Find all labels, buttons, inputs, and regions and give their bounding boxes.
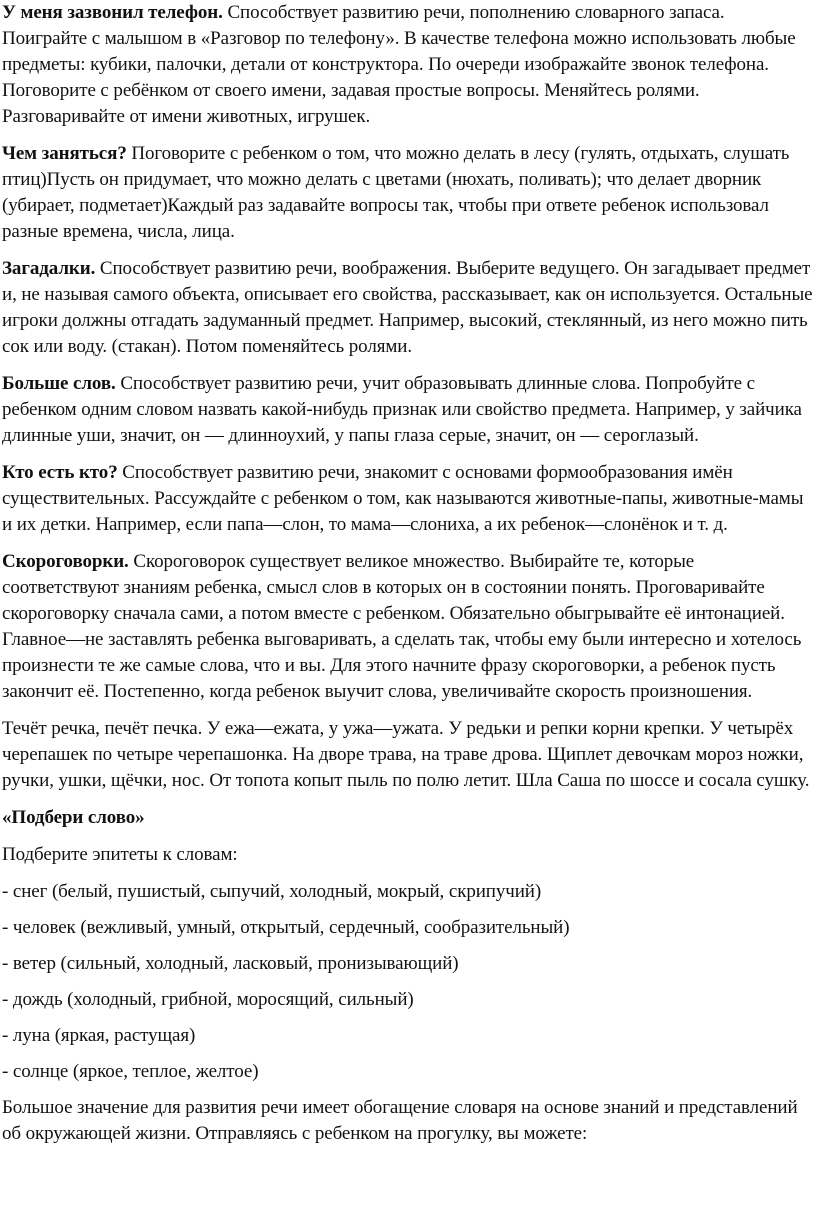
paragraph-what-to-do [2, 141, 814, 245]
list-item: - луна (яркая, растущая) [2, 1025, 196, 1046]
list-item: - солнце (яркое, теплое, желтое) [2, 1061, 259, 1082]
paragraph-phone-game [2, 0, 814, 130]
paragraph-lead: Скороговорки. [2, 551, 129, 572]
paragraph-text: Способствует развитию речи, пополнению словарного запаса. Поиграйте с малышом в «Разговор по телефону». В качестве телефона можно использовать любые предметы: кубики, палочки, детали от конструктора. По очереди изображайте звонок телефона. Поговорите с ребёнком от своего имени, задавая простые вопросы. Меняйтесь ролями. Разговаривайте от имени животных, игрушек. [2, 2, 796, 127]
list-item: - снег (белый, пушистый, сыпучий, холодный, мокрый, скрипучий) [2, 881, 542, 902]
paragraph-more-words [2, 371, 814, 449]
paragraph-closing: Большое значение для развития речи имеет обогащение словаря на основе знаний и представлений об окружающей жизни. Отправляясь с ребенком на прогулку, вы можете: [2, 1097, 798, 1144]
paragraph-lead: Кто есть кто? [2, 462, 118, 483]
paragraph-riddles [2, 256, 814, 360]
paragraph-text: Способствует развитию речи, воображения. Выберите ведущего. Он загадывает предмет и, не называя самого объекта, описывает его свойства, рассказывает, как он используется. Остальные игроки должны отгадать задуманный предмет. Например, высокий, стеклянный, из него можно пить сок или воду. (стакан). Потом поменяйтесь ролями. [2, 258, 813, 357]
paragraph-lead: Загадалки. [2, 258, 96, 279]
paragraph-lead: Больше слов. [2, 373, 116, 394]
paragraph-text: Поговорите с ребенком о том, что можно делать в лесу (гулять, отдыхать, слушать птиц)Пусть он придумает, что можно делать с цветами (нюхать, поливать); что делает дворник (убирает, подметает)Каждый раз задавайте вопросы так, чтобы при ответе ребенок использовал разные времена, числа, лица. [2, 143, 790, 242]
paragraph-tongue-twister-examples: Течёт речка, печёт печка. У ежа—ежата, у ужа—ужата. У редьки и репки корни крепки. У четырёх черепашек по четыре черепашонка. На дворе трава, на траве дрова. Щиплет девочкам мороз ножки, ручки, ушки, щёчки, нос. От топота копыт пыль по полю летит. Шла Саша по шоссе и сосала сушку. [2, 718, 810, 791]
paragraph-text: Скороговорок существует великое множество. Выбирайте те, которые соответствуют знаниям ребенка, смысл слов в которых он в состоянии понять. Проговаривайте скороговорку сначала сами, а потом вместе с ребенком. Обязательно обыгрывайте её интонацией. Главное—не заставлять ребенка выговаривать, а сделать так, чтобы ему были интересно и хотелось произнести те же самые слова, что и вы. Для этого начните фразу скороговорки, а ребенок пусть закончит её. Постепенно, когда ребенок выучит слова, увеличивайте скорость произношения. [2, 551, 802, 702]
list-item: - человек (вежливый, умный, открытый, сердечный, сообразительный) [2, 917, 570, 938]
paragraph-pick-word-intro: Подберите эпитеты к словам: [2, 844, 238, 865]
paragraph-lead: Чем заняться? [2, 143, 127, 164]
list-item: - ветер (сильный, холодный, ласковый, пронизывающий) [2, 953, 459, 974]
paragraph-tongue-twisters [2, 549, 814, 705]
list-item: - дождь (холодный, грибной, моросящий, сильный) [2, 989, 414, 1010]
paragraph-text: Способствует развитию речи, учит образовывать длинные слова. Попробуйте с ребенком одним словом назвать какой-нибудь признак или свойство предмета. Например, у зайчика длинные уши, значит, он — длинноухий, у папы глаза серые, значит, он — сероглазый. [2, 373, 802, 446]
paragraph-text: Способствует развитию речи, знакомит с основами формообразования имён существительных. Рассуждайте с ребенком о том, как называются животные-папы, животные-мамы и их детки. Например, если папа—слон, то мама—слониха, а их ребенок—слонёнок и т. д. [2, 462, 804, 535]
section-heading-pick-word: «Подбери слово» [2, 807, 145, 828]
paragraph-who-is-who [2, 460, 814, 538]
paragraph-lead: У меня зазвонил телефон. [2, 2, 223, 23]
